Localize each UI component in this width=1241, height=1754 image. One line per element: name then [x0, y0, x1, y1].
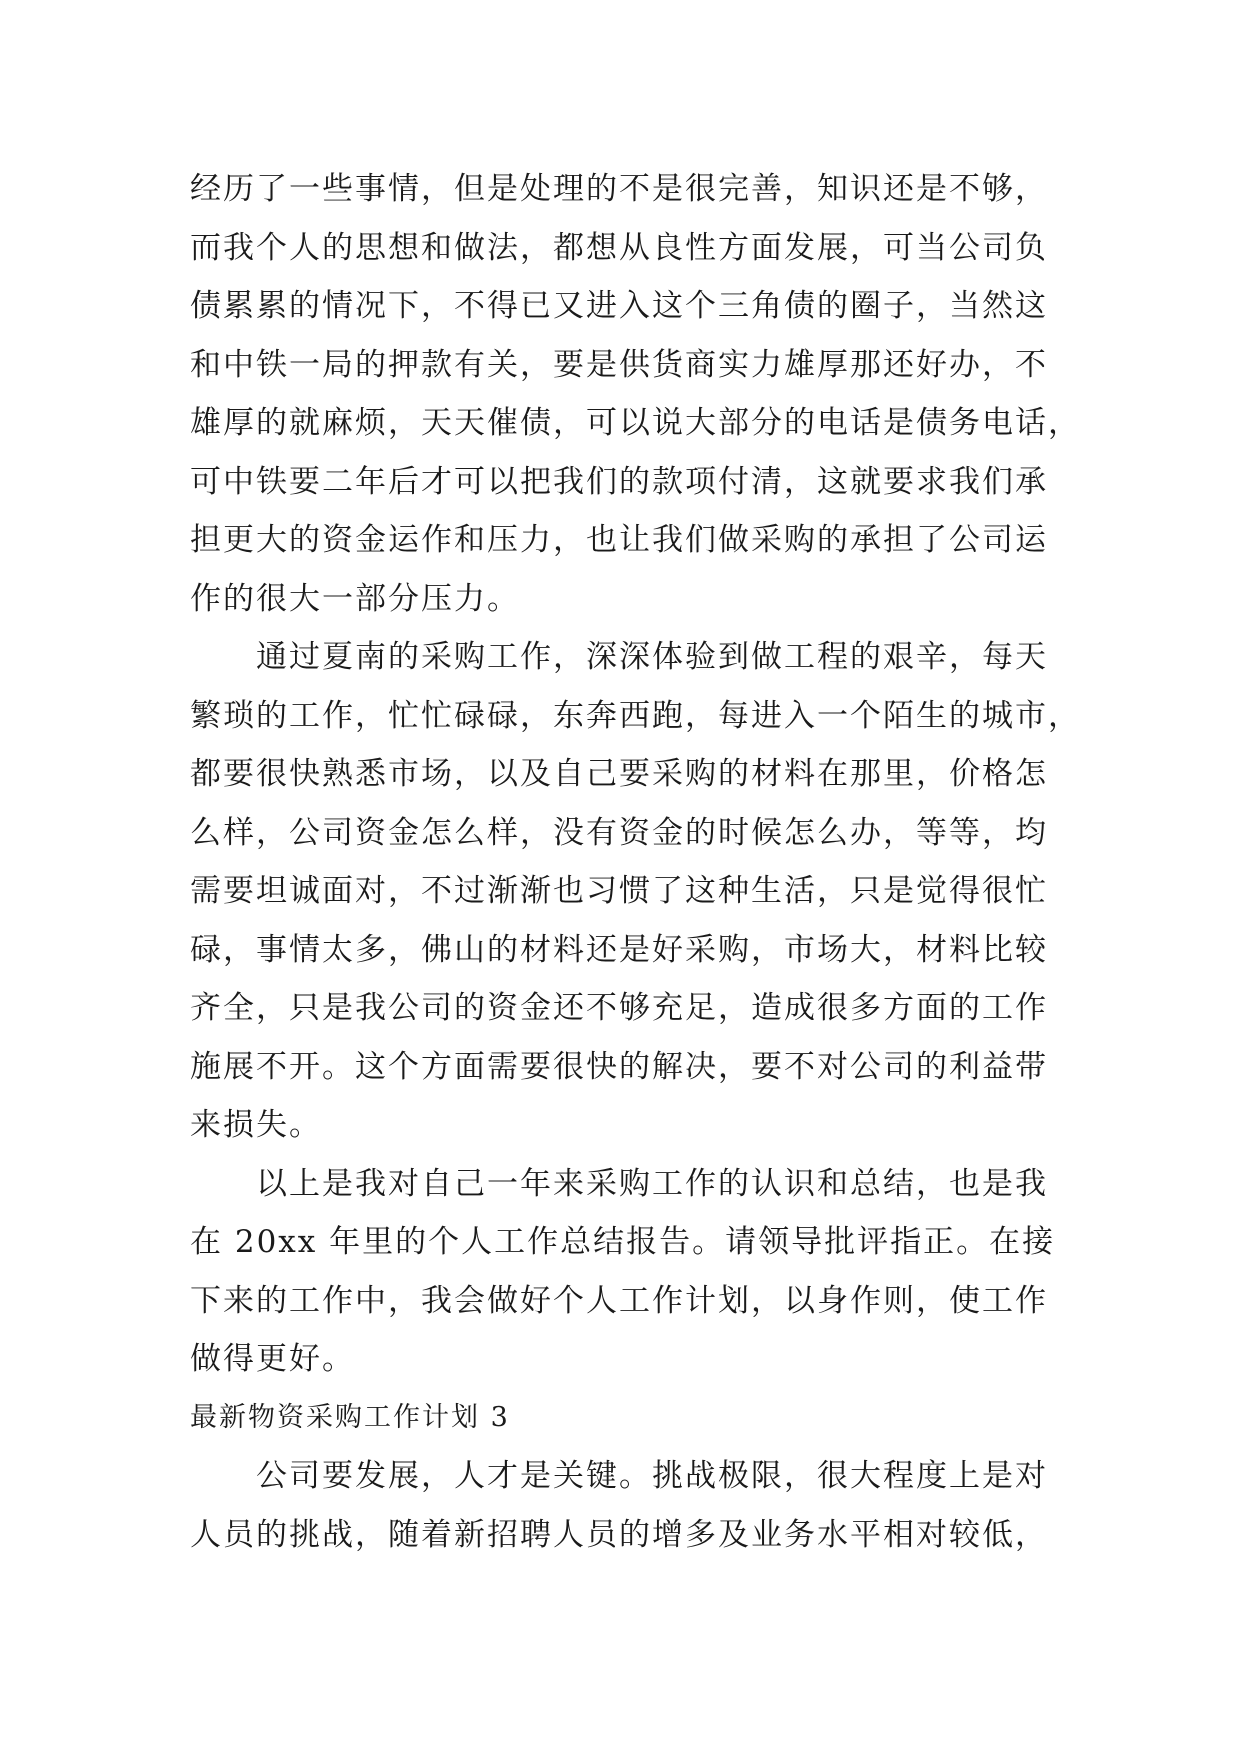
text-line: 都要很快熟悉市场，以及自己要采购的材料在那里，价格怎: [190, 756, 1048, 792]
text-line: 债累累的情况下，不得已又进入这个三角债的圈子，当然这: [190, 288, 1048, 324]
document-body: [190, 160, 1081, 1564]
text-line: 做得更好。: [190, 1341, 355, 1377]
text-line: 繁琐的工作，忙忙碌碌，东奔西跑，每进入一个陌生的城市，: [190, 697, 1081, 734]
paragraph-first-line: 通过夏南的采购工作，深深体验到做工程的艰辛，每天: [256, 639, 1048, 675]
text-line: 经历了一些事情，但是处理的不是很完善，知识还是不够，: [190, 171, 1048, 207]
text-line: 和中铁一局的押款有关，要是供货商实力雄厚那还好办，不: [190, 346, 1048, 383]
text-line: 来损失。: [190, 1107, 322, 1143]
text-line: 人员的挑战，随着新招聘人员的增多及业务水平相对较低，: [190, 1516, 1048, 1553]
text-line: 齐全，只是我公司的资金还不够充足，造成很多方面的工作: [190, 990, 1048, 1026]
paragraph-first-line: 以上是我对自己一年来采购工作的认识和总结，也是我: [256, 1165, 1048, 1202]
text-line: 可中铁要二年后才可以把我们的款项付清，这就要求我们承: [190, 463, 1048, 500]
text-line: 下来的工作中，我会做好个人工作计划，以身作则，使工作: [190, 1282, 1048, 1319]
text-line: 而我个人的思想和做法，都想从良性方面发展，可当公司负: [190, 229, 1048, 266]
text-line: 雄厚的就麻烦，天天催债，可以说大部分的电话是债务电话，: [190, 405, 1081, 441]
text-line: 碌，事情太多，佛山的材料还是好采购，市场大，材料比较: [190, 931, 1048, 968]
text-line: 需要坦诚面对，不过渐渐也习惯了这种生活，只是觉得很忙: [190, 873, 1048, 909]
text-line: 作的很大一部分压力。: [190, 580, 520, 617]
text-line: 么样，公司资金怎么样，没有资金的时候怎么办，等等，均: [190, 814, 1048, 851]
text-line: 在 20xx 年里的个人工作总结报告。请领导批评指正。在接: [190, 1224, 1056, 1260]
text-line: 担更大的资金运作和压力，也让我们做采购的承担了公司运: [190, 522, 1048, 558]
text-line: 施展不开。这个方面需要很快的解决，要不对公司的利益带: [190, 1048, 1048, 1085]
paragraph-first-line: 公司要发展，人才是关键。挑战极限，很大程度上是对: [256, 1458, 1048, 1494]
section-heading: 最新物资采购工作计划 3: [190, 1401, 510, 1433]
